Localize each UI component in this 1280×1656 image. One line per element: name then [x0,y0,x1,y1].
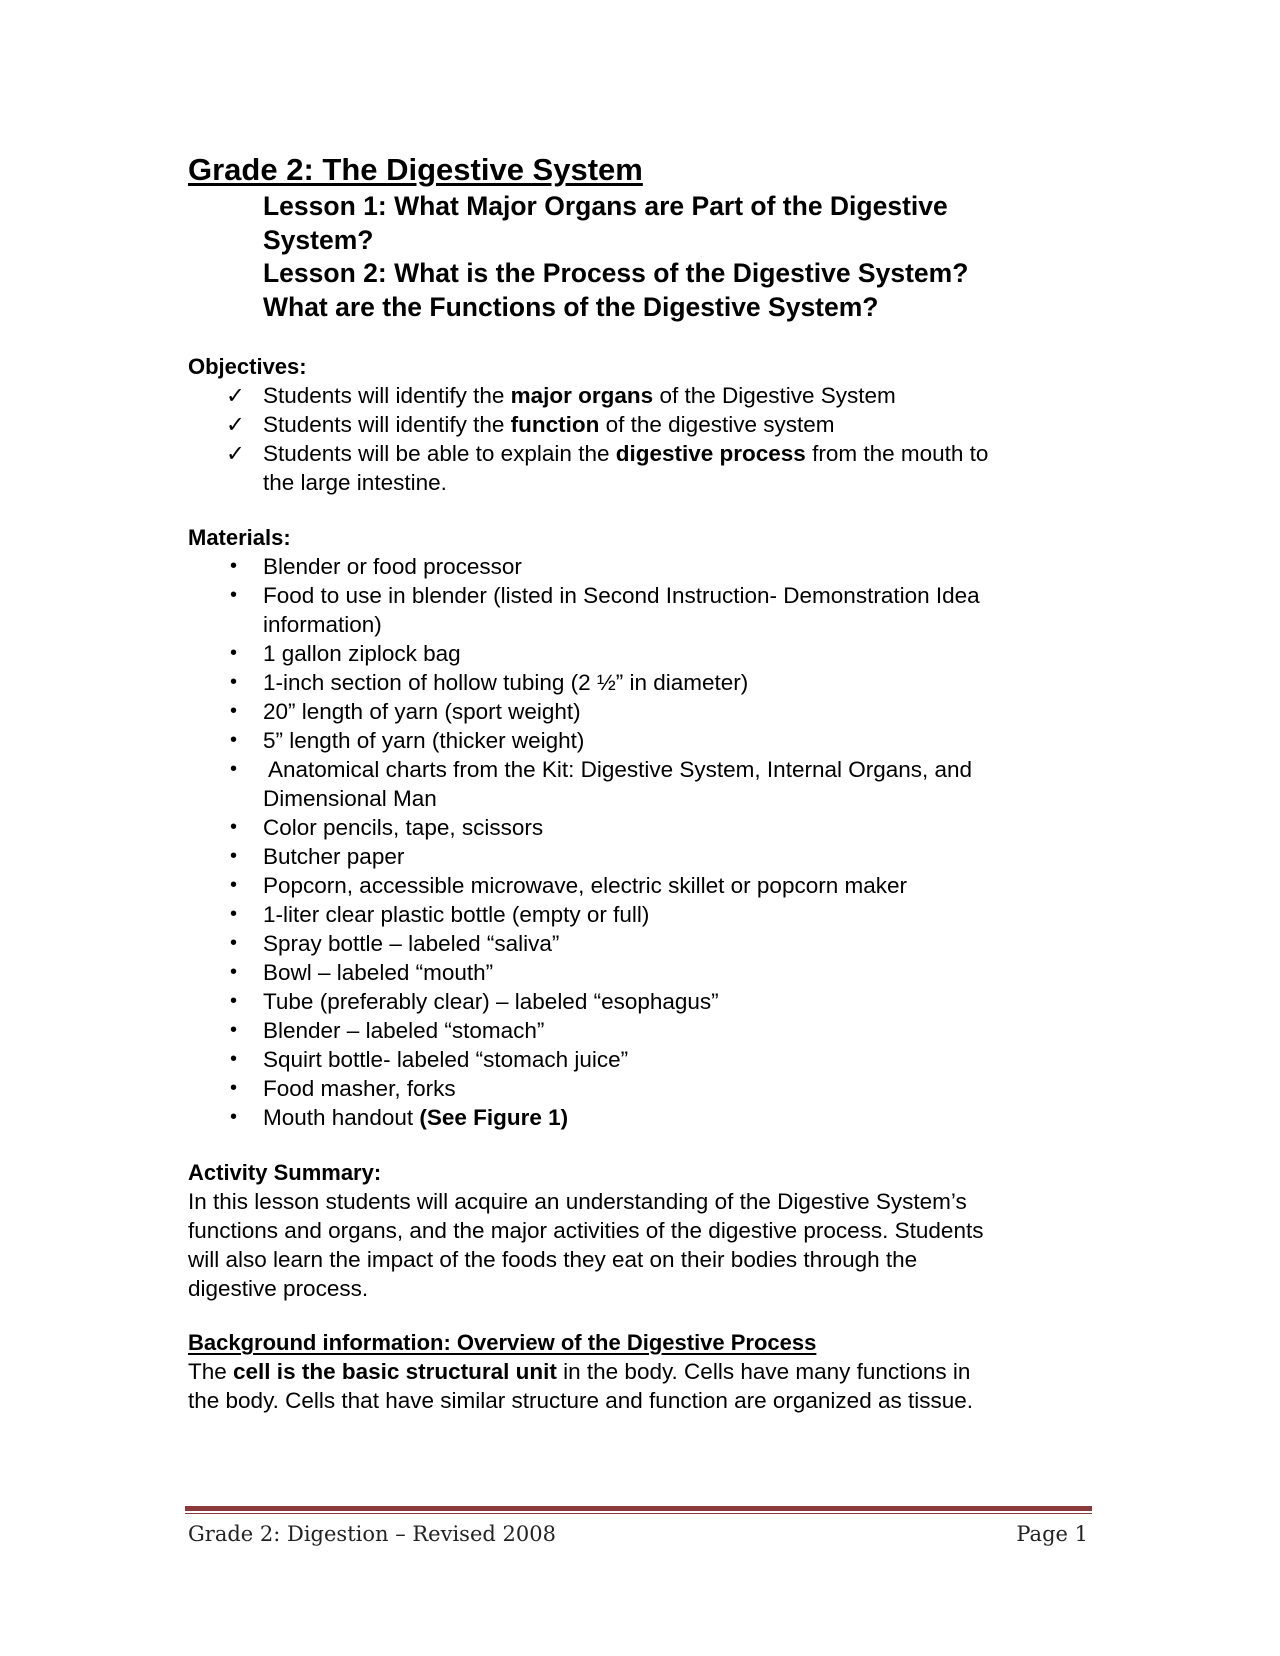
bullet-icon: • [230,990,238,1012]
bullet-icon: • [230,1077,238,1099]
background-text: The [188,1359,234,1384]
bullet-icon: • [230,555,238,577]
objective-text: the large intestine. [263,470,447,495]
check-icon: ✓ [226,441,245,466]
page-content [188,150,1088,1415]
background-section [188,1328,1088,1415]
material-item [188,958,1088,987]
bullet-icon: • [230,874,238,896]
material-continuation [188,610,1088,639]
lesson-titles [263,190,1088,324]
material-item [188,1016,1088,1045]
material-item [188,755,1088,784]
material-text: Tube (preferably clear) – labeled “esophagus” [263,989,719,1014]
page-title: Grade 2: The Digestive System [188,152,643,187]
bullet-icon: • [230,584,238,606]
objective-item [188,381,1088,410]
material-item [188,1045,1088,1074]
bullet-icon: • [230,758,238,780]
material-item [188,871,1088,900]
lesson-line: Lesson 1: What Major Organs are Part of the Digestive [263,191,948,221]
footer-rule [185,1506,1092,1514]
background-line: the body. Cells that have similar structure and function are organized as tissue. [188,1388,973,1413]
footer-page-number: Page 1 [1016,1522,1088,1546]
bullet-icon: • [230,1019,238,1041]
activity-summary-line: functions and organs, and the major activities of the digestive process. Students [188,1218,984,1243]
lesson-line: System? [263,224,374,255]
material-text: information) [263,612,382,637]
material-item [188,987,1088,1016]
material-item [188,813,1088,842]
material-item [188,842,1088,871]
background-heading: Background information: Overview of the Digestive Process [188,1330,817,1355]
material-item [188,726,1088,755]
material-text: 1-liter clear plastic bottle (empty or full) [263,902,650,927]
material-text: Anatomical charts from the Kit: Digestive System, Internal Organs, and [263,757,973,782]
material-continuation [188,784,1088,813]
activity-summary-line: will also learn the impact of the foods they eat on their bodies through the [188,1247,918,1272]
materials-list [188,552,1088,1132]
objective-bold: digestive process [615,441,806,466]
material-item [188,697,1088,726]
material-item [188,639,1088,668]
material-text: Squirt bottle- labeled “stomach juice” [263,1047,629,1072]
check-icon: ✓ [226,412,245,437]
objective-bold: function [510,412,600,437]
material-text: Food masher, forks [263,1076,456,1101]
objective-continuation [188,468,1088,497]
material-text: Dimensional Man [263,786,437,811]
material-text: 5” length of yarn (thicker weight) [263,728,585,753]
bullet-icon: • [230,1106,238,1128]
objective-text: Students will be able to explain the [263,441,616,466]
bullet-icon: • [230,729,238,751]
activity-summary-section [188,1158,1088,1303]
material-text: Bowl – labeled “mouth” [263,960,494,985]
bullet-icon: • [230,1048,238,1070]
lesson-line: What are the Functions of the Digestive System? [263,291,879,322]
materials-section [188,523,1088,1132]
footer-document-title: Grade 2: Digestion – Revised 2008 [188,1522,556,1546]
bullet-icon: • [230,816,238,838]
objective-text: of the digestive system [599,412,835,437]
lesson-line: Lesson 2: What is the Process of the Digestive System? [263,258,969,288]
background-bold: cell is the basic structural unit [233,1359,557,1384]
material-item [188,668,1088,697]
material-item [188,552,1088,581]
check-icon: ✓ [226,383,245,408]
background-text: in the body. Cells have many functions in [556,1359,971,1384]
material-text: 1-inch section of hollow tubing (2 ½” in diameter) [263,670,749,695]
figure-reference: (See Figure 1) [419,1105,569,1130]
objective-text: from the mouth to [805,441,989,466]
material-text: 1 gallon ziplock bag [263,641,461,666]
material-item [188,581,1088,610]
material-text: Mouth handout [263,1105,420,1130]
activity-summary-heading: Activity Summary: [188,1160,382,1185]
material-text: Color pencils, tape, scissors [263,815,544,840]
objective-item [188,410,1088,439]
material-item [188,929,1088,958]
material-text: Blender or food processor [263,554,522,579]
objective-text: Students will identify the [263,383,511,408]
material-text: Butcher paper [263,844,405,869]
objective-bold: major organs [510,383,654,408]
material-item [188,900,1088,929]
objective-item [188,439,1088,468]
bullet-icon: • [230,932,238,954]
material-item [188,1103,1088,1132]
bullet-icon: • [230,903,238,925]
bullet-icon: • [230,671,238,693]
materials-heading: Materials: [188,525,291,550]
objectives-section [188,352,1088,497]
bullet-icon: • [230,642,238,664]
bullet-icon: • [230,845,238,867]
activity-summary-line: digestive process. [188,1276,369,1301]
material-text: Popcorn, accessible microwave, electric skillet or popcorn maker [263,873,907,898]
objective-text: Students will identify the [263,412,511,437]
bullet-icon: • [230,700,238,722]
objectives-heading: Objectives: [188,354,307,379]
background-line [188,1357,1088,1386]
objective-text: of the Digestive System [653,383,896,408]
material-item [188,1074,1088,1103]
bullet-icon: • [230,961,238,983]
material-text: Food to use in blender (listed in Second Instruction- Demonstration Idea [263,583,980,608]
material-text: Blender – labeled “stomach” [263,1018,545,1043]
material-text: Spray bottle – labeled “saliva” [263,931,560,956]
activity-summary-line: In this lesson students will acquire an understanding of the Digestive System’s [188,1189,967,1214]
objectives-list [188,381,1088,497]
material-text: 20” length of yarn (sport weight) [263,699,581,724]
